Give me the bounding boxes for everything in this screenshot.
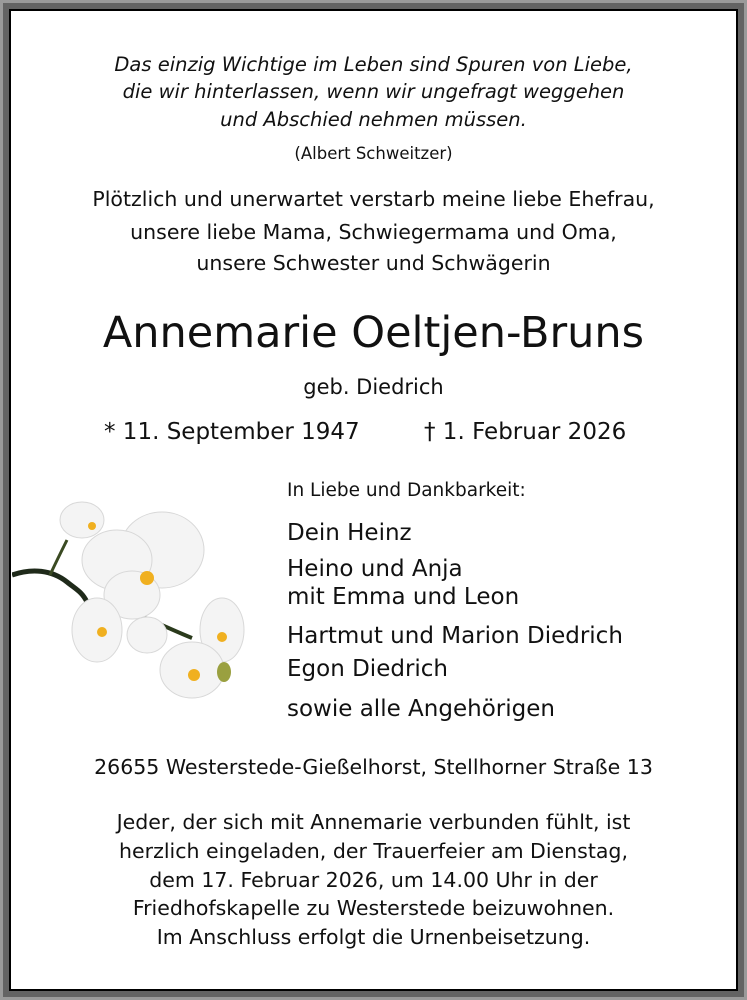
intro-line: unsere Schwester und Schwägerin xyxy=(196,251,551,275)
mourner-name: mit Emma und Leon xyxy=(287,584,520,610)
mourner-name: Egon Diedrich xyxy=(287,656,449,682)
birth-date: * 11. September 1947 xyxy=(104,419,360,445)
intro-line: Plötzlich und unerwartet verstarb meine liebe Ehefrau, xyxy=(92,187,655,211)
death-date: † 1. Februar 2026 xyxy=(424,419,627,445)
closing-line: herzlich eingeladen, der Trauerfeier am Dienstag, xyxy=(119,839,628,863)
quote-line: die wir hinterlassen, wenn wir ungefragt weggehen xyxy=(122,80,625,103)
mourner-name: Heino und Anja xyxy=(287,556,463,582)
quote-line: und Abschied nehmen müssen. xyxy=(220,108,527,131)
closing-line: Friedhofskapelle zu Westerstede beizuwohnen. xyxy=(132,896,615,920)
quote-author: (Albert Schweitzer) xyxy=(294,144,453,163)
mourner-name: Hartmut und Marion Diedrich xyxy=(287,623,623,649)
intro-line: unsere liebe Mama, Schwiegermama und Oma, xyxy=(130,220,617,244)
closing-line: dem 17. Februar 2026, um 14.00 Uhr in der xyxy=(149,868,598,892)
closing-line: Jeder, der sich mit Annemarie verbunden fühlt, ist xyxy=(116,810,631,834)
maiden-name: geb. Diedrich xyxy=(303,375,444,399)
orchid-image xyxy=(12,490,247,705)
mourner-name: sowie alle Angehörigen xyxy=(287,696,555,722)
address: 26655 Westerstede-Gießelhorst, Stellhorner Straße 13 xyxy=(94,755,653,779)
deceased-name: Annemarie Oeltjen-Bruns xyxy=(102,308,645,358)
quote-line: Das einzig Wichtige im Leben sind Spuren von Liebe, xyxy=(114,53,633,76)
mourner-name: Dein Heinz xyxy=(287,520,412,546)
closing-line: Im Anschluss erfolgt die Urnenbeisetzung. xyxy=(156,925,591,949)
mourners-heading: In Liebe und Dankbarkeit: xyxy=(287,480,526,501)
